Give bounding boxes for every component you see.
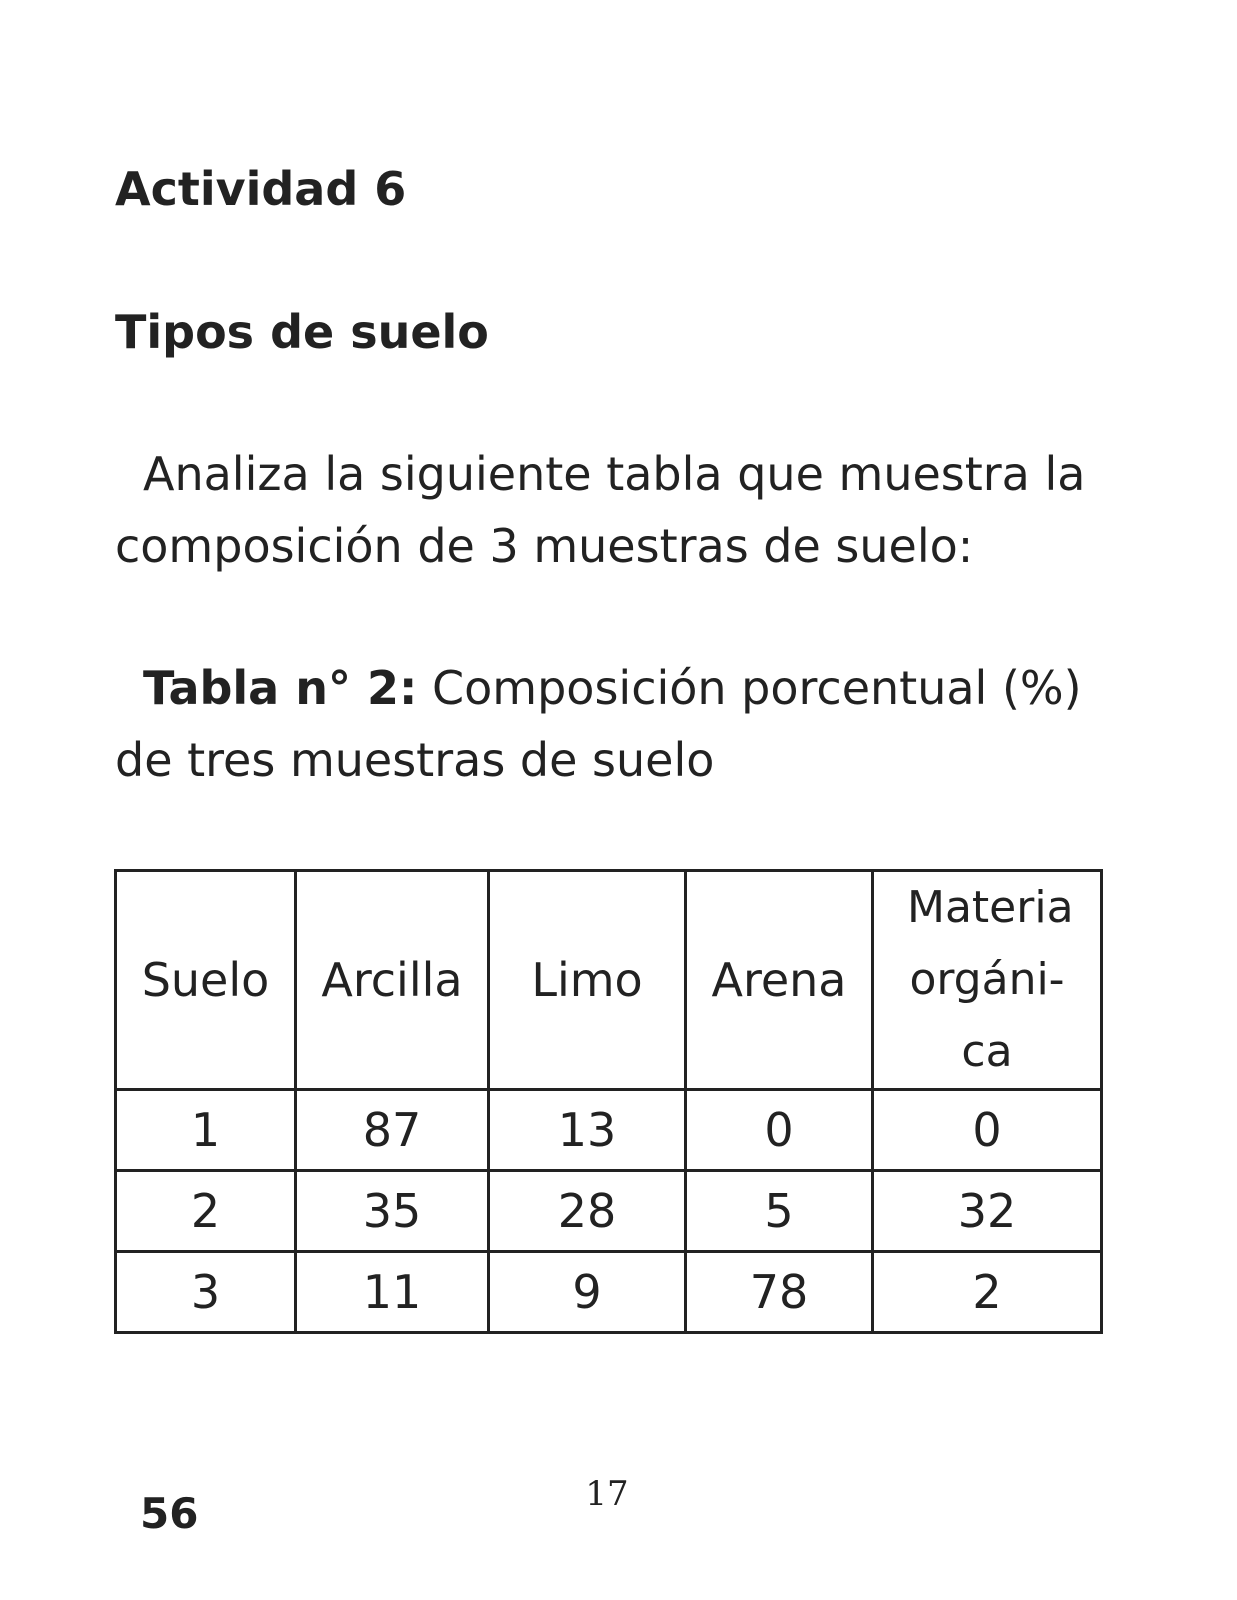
- page-number-sheet: 17: [585, 1474, 629, 1514]
- activity-title: Actividad 6: [115, 162, 407, 216]
- header-materia-organica-cell: [873, 871, 1102, 1090]
- table-header-row: [116, 871, 1102, 1090]
- header-limo: Limo: [489, 871, 686, 1090]
- table-cell: 28: [489, 1171, 686, 1252]
- table-cell: 2: [116, 1171, 296, 1252]
- table-cell: 35: [296, 1171, 489, 1252]
- header-arcilla: Arcilla: [296, 871, 489, 1090]
- soil-composition-table: [114, 869, 1103, 1334]
- header-materia-organica: Materia orgáni-ca: [907, 882, 1074, 1077]
- table-row: [116, 1090, 1102, 1171]
- table-row: [116, 1252, 1102, 1333]
- intro-text: Analiza la siguiente tabla que muestra la composición de 3 muestras de suelo:: [115, 447, 1086, 573]
- table-cell: 5: [686, 1171, 873, 1252]
- table-cell: 9: [489, 1252, 686, 1333]
- table-caption-label: Tabla n° 2:: [143, 661, 418, 715]
- table-cell: 0: [686, 1090, 873, 1171]
- table-cell: 3: [116, 1252, 296, 1333]
- table-cell: 87: [296, 1090, 489, 1171]
- section-title: Tipos de suelo: [115, 305, 489, 359]
- page-number-book: 56: [140, 1489, 199, 1538]
- table-cell: 78: [686, 1252, 873, 1333]
- table-caption-text: Composición porcentual (%) de tres muestras de suelo: [115, 661, 1082, 787]
- table-cell: 2: [873, 1252, 1102, 1333]
- table-cell: 0: [873, 1090, 1102, 1171]
- header-suelo: Suelo: [116, 871, 296, 1090]
- header-arena: Arena: [686, 871, 873, 1090]
- intro-paragraph: [115, 438, 1115, 582]
- table-caption: [115, 652, 1115, 796]
- table-cell: 1: [116, 1090, 296, 1171]
- table-cell: 13: [489, 1090, 686, 1171]
- table-cell: 32: [873, 1171, 1102, 1252]
- table-cell: 11: [296, 1252, 489, 1333]
- table-row: [116, 1171, 1102, 1252]
